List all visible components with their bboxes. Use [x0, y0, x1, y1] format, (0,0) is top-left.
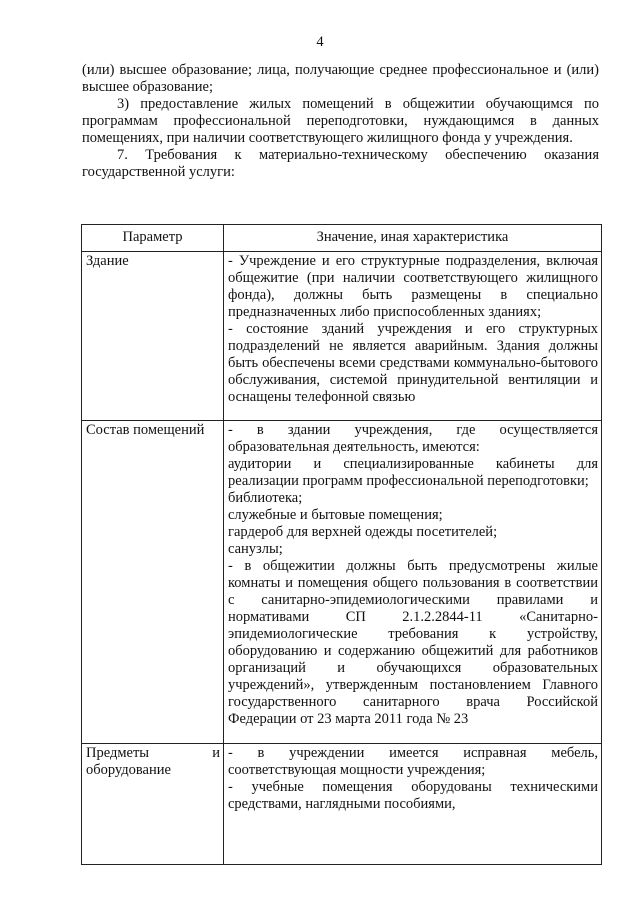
requirements-table-wrapper — [81, 224, 601, 865]
param-cell: Здание — [82, 252, 224, 421]
cell-text-line: - Учреждение и его структурные подразделения, включая общежитие (при наличии соответствующего жилищного фонда), должны быть размещены в специально предназначенных либо приспособленных зданиях; — [228, 253, 598, 320]
paragraph: (или) высшее образование; лица, получающие среднее профессиональное и (или) высшее образование; — [82, 62, 599, 95]
cell-text-line: - в общежитии должны быть предусмотрены жилые комнаты и помещения общего пользования в соответствии с санитарно-эпидемиологическими правилами и нормативами СП 2.1.2.2844-11 «Санитарно-эпидемиологические требования к устройству, оборудованию и содержанию общежитий для работников организаций и обучающихся образовательных учреждений», утвержденным постановлением Главного государственного санитарного врача Российской Федерации от 23 марта 2011 года № 23 — [228, 558, 598, 727]
table-header-row — [82, 225, 602, 252]
cell-text-line: санузлы; — [228, 541, 283, 557]
cell-text-line: служебные и бытовые помещения; — [228, 507, 443, 523]
page-number: 4 — [316, 34, 324, 50]
cell-text-line: библиотека; — [228, 490, 303, 506]
column-header-parameter: Параметр — [82, 225, 224, 252]
requirements-table — [81, 224, 602, 865]
paragraph: 3) предоставление жилых помещений в общежитии обучающимся по программам профессиональной переподготовки, нуждающимся в данных помещениях, при наличии соответствующего жилищного фонда у учреждения. — [82, 96, 599, 146]
param-cell: Предметы и оборудование — [82, 744, 224, 865]
cell-text-line: - в здании учреждения, где осуществляется образовательная деятельность, имеются: — [228, 422, 598, 455]
cell-text-line: - состояние зданий учреждения и его структурных подразделений не является аварийным. Здания должны быть обеспечены всеми средствами коммунально-бытового обслуживания, системой принудительной вентиляции и оснащены телефонной связью — [228, 321, 598, 405]
cell-text-line: - в учреждении имеется исправная мебель, соответствующая мощности учреждения; — [228, 745, 598, 778]
value-cell — [224, 421, 602, 744]
paragraph: 7. Требования к материально-техническому обеспечению оказания государственной услуги: — [82, 147, 599, 180]
cell-text-line: гардероб для верхней одежды посетителей; — [228, 524, 498, 540]
table-row — [82, 744, 602, 865]
cell-text-line: - учебные помещения оборудованы техническими средствами, наглядными пособиями, — [228, 779, 598, 812]
value-cell — [224, 744, 602, 865]
table-row — [82, 421, 602, 744]
param-cell: Состав помещений — [82, 421, 224, 744]
column-header-value: Значение, иная характеристика — [224, 225, 602, 252]
cell-text-line: аудитории и специализированные кабинеты для реализации программ профессиональной переподготовки; — [228, 456, 598, 489]
table-row — [82, 252, 602, 421]
body-text — [82, 62, 599, 181]
value-cell — [224, 252, 602, 421]
